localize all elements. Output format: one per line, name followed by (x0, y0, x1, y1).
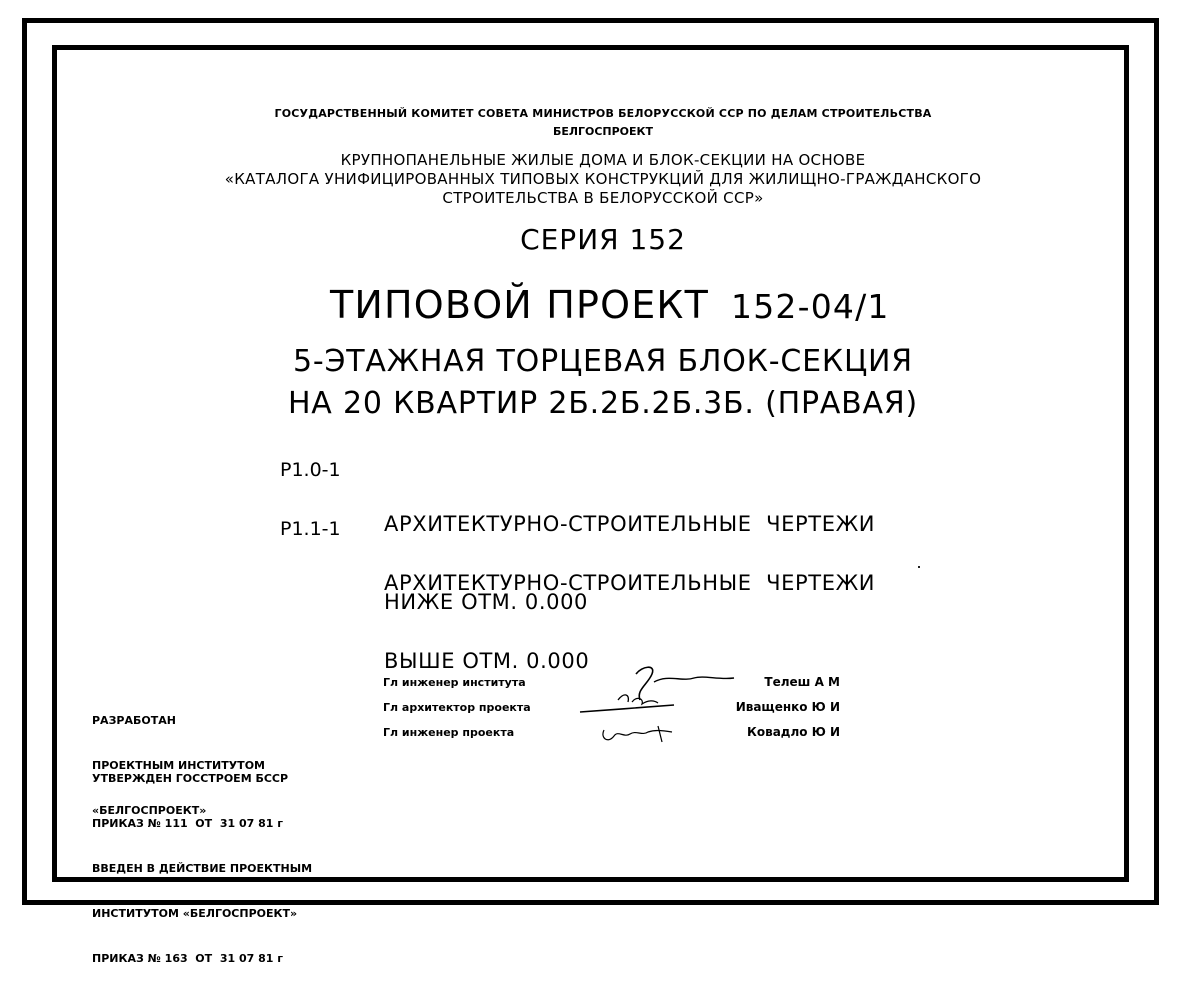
project-subtitle (160, 341, 1046, 425)
approval-line: УТВЕРЖДЕН ГОССТРОЕМ БССР (92, 772, 289, 785)
section-line: АРХИТЕКТУРНО-СТРОИТЕЛЬНЫЕ ЧЕРТЕЖИ (384, 512, 876, 536)
approval-line: ВВЕДЕН В ДЕЙСТВИЕ ПРОЕКТНЫМ (92, 862, 313, 875)
catalog-title (160, 151, 1046, 208)
developed-line: ПРОЕКТНЫМ ИНСТИТУТОМ (92, 759, 265, 772)
project-label: ТИПОВОЙ ПРОЕКТ (330, 283, 710, 327)
project-number: 152-04/1 (731, 287, 890, 326)
subtitle-line: НА 20 КВАРТИР 2Б.2Б.2Б.3Б. (ПРАВАЯ) (287, 386, 919, 421)
approval-line: ПРИКАЗ № 111 ОТ 31 07 81 г (92, 817, 283, 830)
signatory-role: Гл инженер института (383, 676, 526, 689)
signatory-name: Ковадло Ю И (747, 725, 840, 739)
section-line: ВЫШЕ ОТМ. 0.000 (384, 649, 590, 673)
section-line: АРХИТЕКТУРНО-СТРОИТЕЛЬНЫЕ ЧЕРТЕЖИ (384, 571, 876, 595)
catalog-line: КРУПНОПАНЕЛЬНЫЕ ЖИЛЫЕ ДОМА И БЛОК-СЕКЦИИ НА ОСНОВЕ (340, 151, 866, 169)
section-line: НИЖЕ ОТМ. 0.000 (384, 590, 589, 614)
section-code: Р1.1-1 (280, 518, 341, 540)
stray-mark (918, 566, 920, 568)
approval-line: ИНСТИТУТОМ «БЕЛГОСПРОЕКТ» (92, 907, 298, 920)
series-title: СЕРИЯ 152 (520, 223, 686, 256)
approval-block (92, 741, 312, 981)
catalog-line: СТРОИТЕЛЬСТВА В БЕЛОРУССКОЙ ССР» (442, 189, 764, 207)
developed-line: «БЕЛГОСПРОЕКТ» (92, 804, 207, 817)
signatory-name: Иващенко Ю И (735, 700, 840, 714)
approval-line: ПРИКАЗ № 163 ОТ 31 07 81 г (92, 952, 283, 965)
subtitle-line: 5-ЭТАЖНАЯ ТОРЦЕВАЯ БЛОК-СЕКЦИЯ (293, 344, 913, 379)
catalog-line: «КАТАЛОГА УНИФИЦИРОВАННЫХ ТИПОВЫХ КОНСТРУКЦИЙ ДЛЯ ЖИЛИЩНО-ГРАЖДАНСКОГО (224, 170, 982, 188)
developed-line: РАЗРАБОТАН (92, 714, 176, 727)
section-code: Р1.0-1 (280, 459, 341, 481)
signatory-name: Телеш А М (764, 675, 840, 689)
organization-heading: БЕЛГОСПРОЕКТ (552, 125, 654, 138)
signatory-role: Гл архитектор проекта (383, 701, 531, 714)
committee-heading: ГОСУДАРСТВЕННЫЙ КОМИТЕТ СОВЕТА МИНИСТРОВ БЕЛОРУССКОЙ ССР ПО ДЕЛАМ СТРОИТЕЛЬСТВА (274, 107, 932, 120)
signatory-role: Гл инженер проекта (383, 726, 515, 739)
project-title (330, 283, 890, 327)
